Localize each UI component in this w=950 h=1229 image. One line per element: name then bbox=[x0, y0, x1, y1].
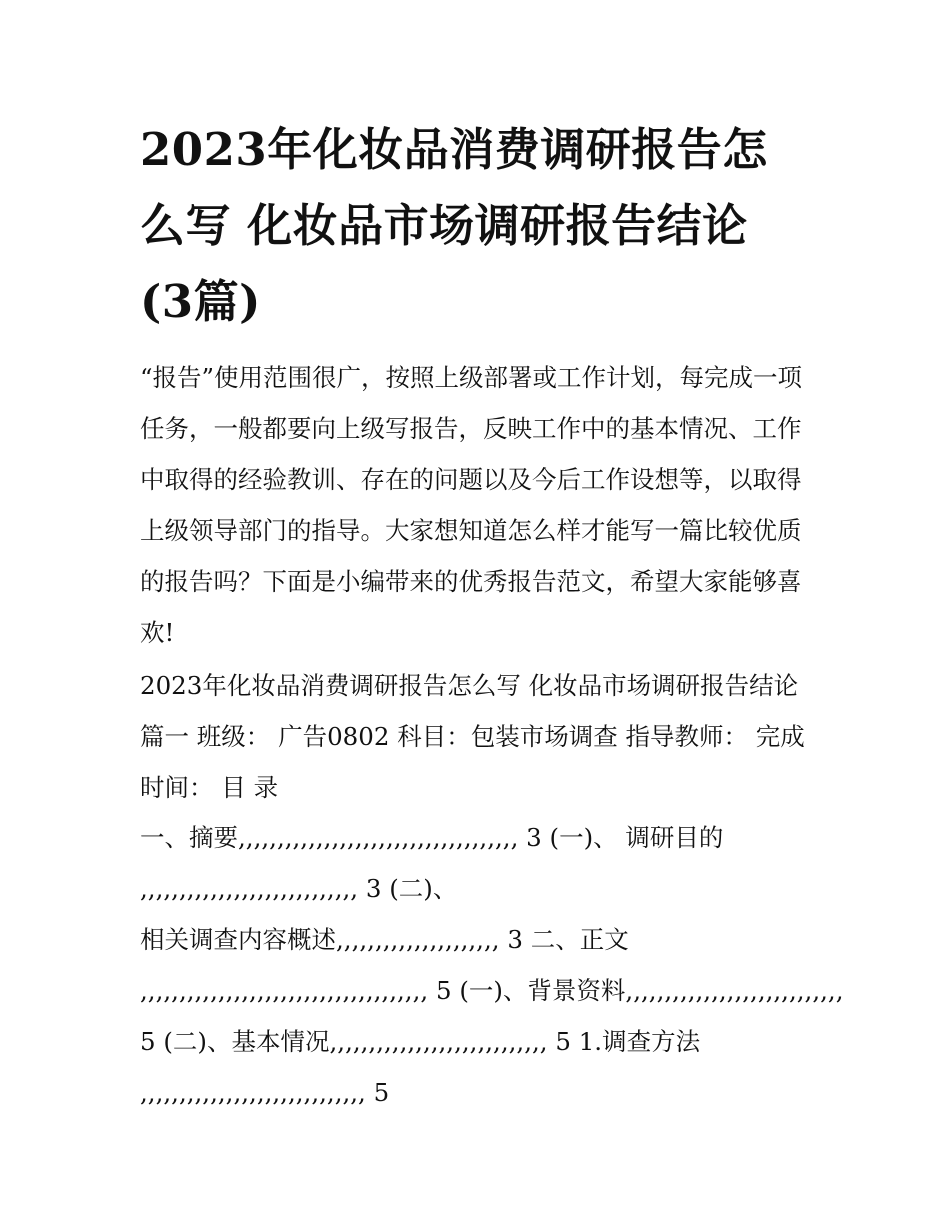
article-line: 2023年化妆品消费调研报告怎么写 化妆品市场调研报告结论 bbox=[140, 671, 799, 700]
toc-line: 5 (二)、基本情况,,,,,,,,,,,,,,,,,,,,,,,,,,,, 5 1.调查方法 bbox=[140, 1027, 701, 1056]
intro-line: 的报告吗？下面是小编带来的优秀报告范文，希望大家能够喜 bbox=[140, 567, 802, 596]
title-line: 么写 化妆品市场调研报告结论 bbox=[140, 199, 748, 252]
toc-line: 相关调查内容概述,,,,,,,,,,,,,,,,,,,,, 3 二、正文 bbox=[140, 925, 629, 954]
table-of-contents bbox=[140, 812, 844, 1118]
intro-paragraph bbox=[140, 352, 820, 658]
toc-line: 一、摘要,,,,,,,,,,,,,,,,,,,,,,,,,,,,,,,,,,,, 3 (一)、 调研目的 bbox=[140, 823, 724, 852]
article-line: 时间： 目 录 bbox=[140, 773, 279, 802]
intro-line: 任务，一般都要向上级写报告，反映工作中的基本情况、工作 bbox=[140, 414, 802, 443]
toc-line: ,,,,,,,,,,,,,,,,,,,,,,,,,,,,,,,,,,,,, 5 (一)、背景资料,,,,,,,,,,,,,,,,,,,,,,,,,,,, bbox=[140, 976, 844, 1005]
article-line: 篇一 班级： 广告0802 科目：包装市场调查 指导教师： 完成 bbox=[140, 722, 805, 751]
title-line: 2023年化妆品消费调研报告怎 bbox=[140, 123, 768, 176]
intro-line: 上级领导部门的指导。大家想知道怎么样才能写一篇比较优质 bbox=[140, 516, 802, 545]
intro-line: 中取得的经验教训、存在的问题以及今后工作设想等，以取得 bbox=[140, 465, 802, 494]
document-title bbox=[140, 112, 820, 340]
intro-line: 欢! bbox=[140, 618, 175, 647]
intro-line: “报告”使用范围很广，按照上级部署或工作计划，每完成一项 bbox=[140, 363, 803, 392]
title-line: (3篇) bbox=[140, 275, 261, 328]
article-header-paragraph bbox=[140, 660, 820, 813]
toc-line: ,,,,,,,,,,,,,,,,,,,,,,,,,,,,, 5 bbox=[140, 1078, 390, 1107]
toc-line: ,,,,,,,,,,,,,,,,,,,,,,,,,,,, 3 (二)、 bbox=[140, 874, 458, 903]
